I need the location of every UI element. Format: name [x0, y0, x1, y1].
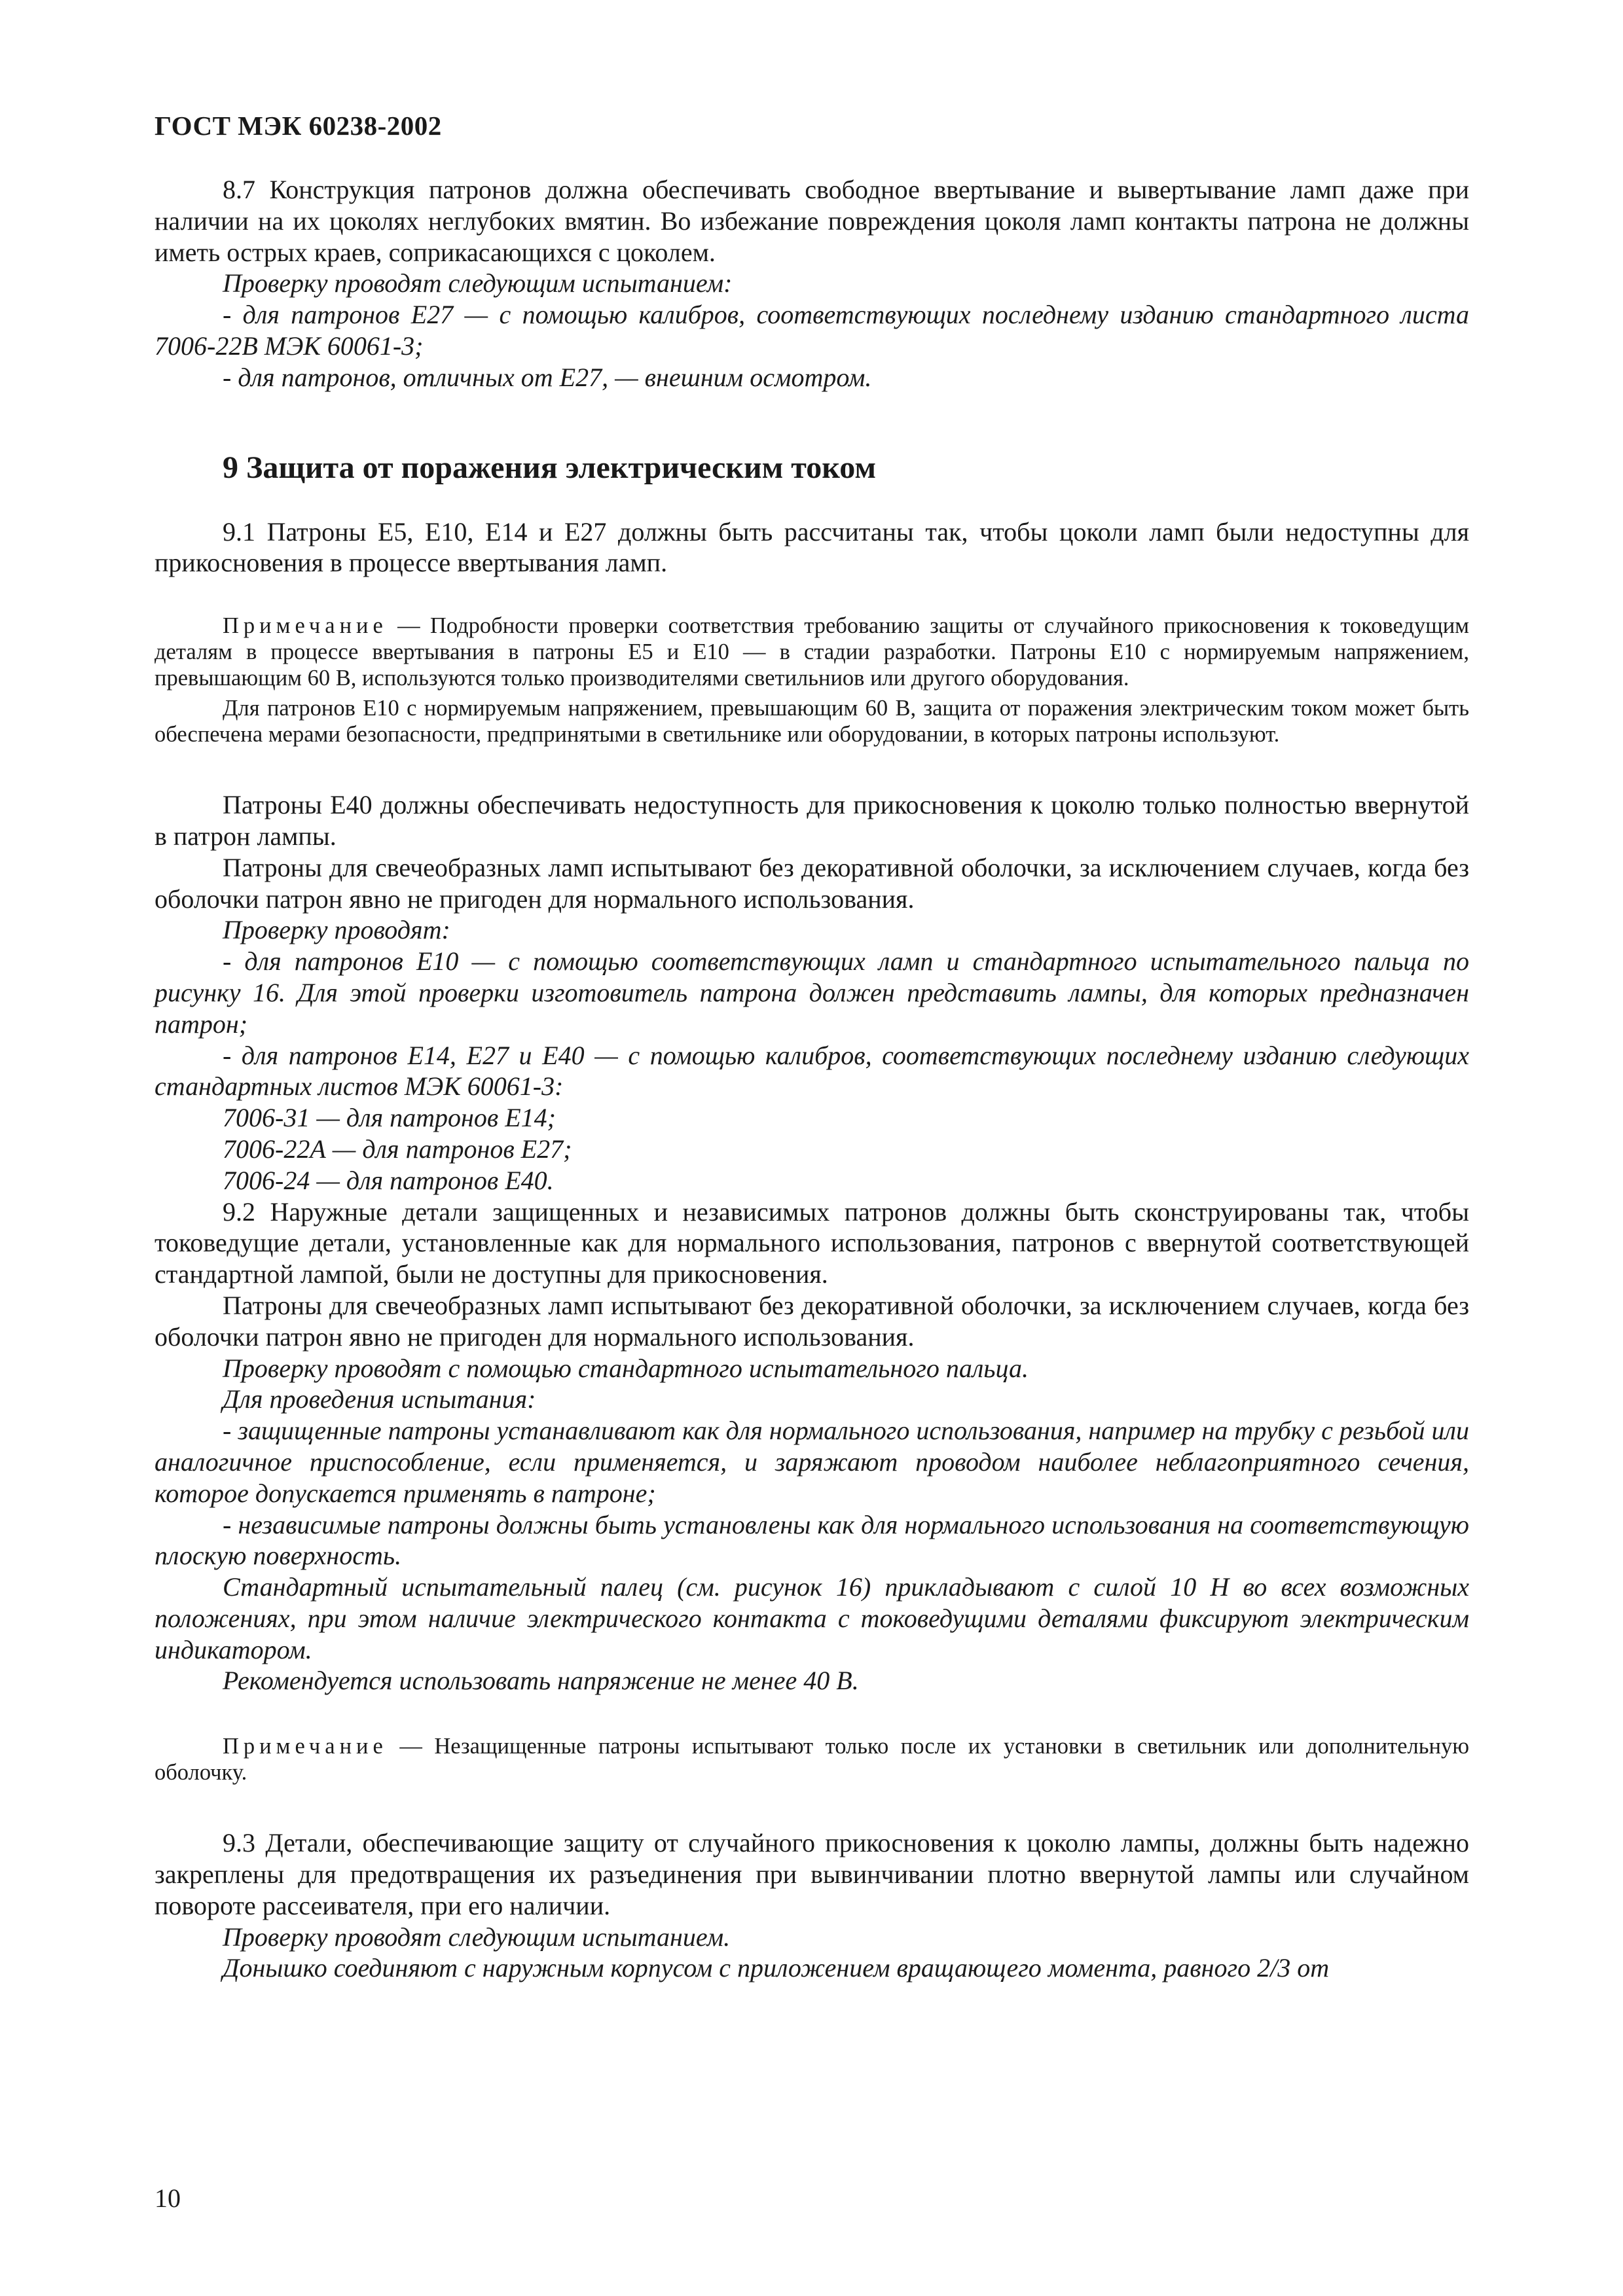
- paragraph-e40: Патроны Е40 должны обеспечивать недоступность для прикосновения к цоколю только полностью ввернутой в патрон лампы.: [155, 790, 1469, 851]
- note-paragraph: [155, 613, 1469, 691]
- finger-test-paragraph: Стандартный испытательный палец (см. рисунок 16) прикладывают с силой 10 Н во всех возможных положениях, при этом наличие электрического контакта с токоведущими деталями фиксируют электрическим индикатором.: [155, 1572, 1469, 1664]
- test-item: - независимые патроны должны быть установлены как для нормального использования на соответствующую плоскую поверхность.: [155, 1509, 1469, 1571]
- note-label: Примечание: [223, 1734, 388, 1759]
- note-block: [155, 613, 1469, 747]
- paragraph-9-2: 9.2 Наружные детали защищенных и независимых патронов должны быть сконструированы так, чтобы токоведущие детали, установленные как для нормального использования, патронов с ввернутой соответствующей стандартной лампой, были не доступны для прикосновения.: [155, 1196, 1469, 1289]
- paragraph-9-3: 9.3 Детали, обеспечивающие защиту от случайного прикосновения к цоколю лампы, должны быть надежно закреплены для предотвращения их разъединения при вывинчивании плотно ввернутой лампы или случайном повороте рассеивателя, при его наличии.: [155, 1828, 1469, 1920]
- note-paragraph: Для патронов Е10 с нормируемым напряжением, превышающим 60 В, защита от поражения электрическим током может быть обеспечена мерами безопасности, предпринятыми в светильнике или оборудовании, в которых патроны используют.: [155, 696, 1469, 747]
- check-item: - для патронов Е14, Е27 и Е40 — с помощью калибров, соответствующих последнему изданию следующих стандартных листов МЭК 60061-3:: [155, 1040, 1469, 1102]
- check-item: - для патронов, отличных от Е27, — внешним осмотром.: [223, 362, 872, 392]
- sheet-item: 7006-24 — для патронов Е40.: [223, 1165, 554, 1195]
- paragraph-8-7: 8.7 Конструкция патронов должна обеспечивать свободное ввертывание и вывертывание ламп даже при наличии на их цоколях неглубоких вмятин. Во избежание повреждения цоколя ламп контакты патрона не должны иметь острых краев, соприкасающихся с цоколем.: [155, 175, 1469, 267]
- sheet-item: 7006-22А — для патронов Е27;: [223, 1134, 572, 1164]
- test-item: - защищенные патроны устанавливают как для нормального использования, например на трубку с резьбой или аналогичное приспособление, если применяется, и заряжают проводом наиболее неблагоприятного сечения, которое допускается применять в патроне;: [155, 1416, 1469, 1508]
- section-heading-9: 9 Защита от поражения электрическим током: [223, 450, 877, 485]
- paragraph-candle-holders: Патроны для свечеобразных ламп испытывают без декоративной оболочки, за исключением случаев, когда без оболочки патрон явно не пригоден для нормального использования.: [155, 1290, 1469, 1352]
- note-label: Примечание: [223, 613, 388, 639]
- note-text: — Подробности проверки соответствия требованию защиты от случайного прикосновения к токоведущим деталям в процессе ввертывания в патроны Е5 и Е10 — в стадии разработки. Патроны Е10 с нормируемым напряжением, превышающим 60 В, используются только производителями светильниов или другого оборудования.: [155, 613, 1469, 691]
- page-body: [155, 174, 1469, 1984]
- check-intro: Проверку проводят следующим испытанием:: [223, 268, 733, 298]
- test-intro: Для проведения испытания:: [223, 1384, 536, 1414]
- page-number: 10: [155, 2183, 181, 2213]
- voltage-paragraph: Рекомендуется использовать напряжение не менее 40 В.: [223, 1666, 859, 1696]
- paragraph-9-1: 9.1 Патроны Е5, Е10, Е14 и Е27 должны быть рассчитаны так, чтобы цоколи ламп были недоступны для прикосновения в процессе ввертывания ламп.: [155, 516, 1469, 578]
- note-paragraph: [155, 1733, 1469, 1785]
- check-item: - для патронов Е10 — с помощью соответствующих ламп и стандартного испытательного пальца по рисунку 16. Для этой проверки изготовитель патрона должен представить лампы, для которых предназначен патрон;: [155, 946, 1469, 1039]
- check-intro: Проверку проводят с помощью стандартного испытательного пальца.: [223, 1353, 1029, 1383]
- check-intro: Проверку проводят:: [223, 915, 450, 945]
- sheet-item: 7006-31 — для патронов Е14;: [223, 1103, 556, 1133]
- running-header: ГОСТ МЭК 60238-2002: [155, 111, 442, 141]
- note-block: [155, 1733, 1469, 1785]
- note-text: — Незащищенные патроны испытывают только после их установки в светильник или дополнительную оболочку.: [155, 1734, 1469, 1785]
- paragraph-continued: Донышко соединяют с наружным корпусом с приложением вращающего момента, равного 2/3 от: [223, 1953, 1330, 1983]
- check-intro: Проверку проводят следующим испытанием.: [223, 1922, 731, 1952]
- paragraph-candle-holders: Патроны для свечеобразных ламп испытывают без декоративной оболочки, за исключением случаев, когда без оболочки патрон явно не пригоден для нормального использования.: [155, 852, 1469, 914]
- check-item: - для патронов Е27 — с помощью калибров, соответствующих последнему изданию стандартного листа 7006-22В МЭК 60061-3;: [155, 300, 1469, 361]
